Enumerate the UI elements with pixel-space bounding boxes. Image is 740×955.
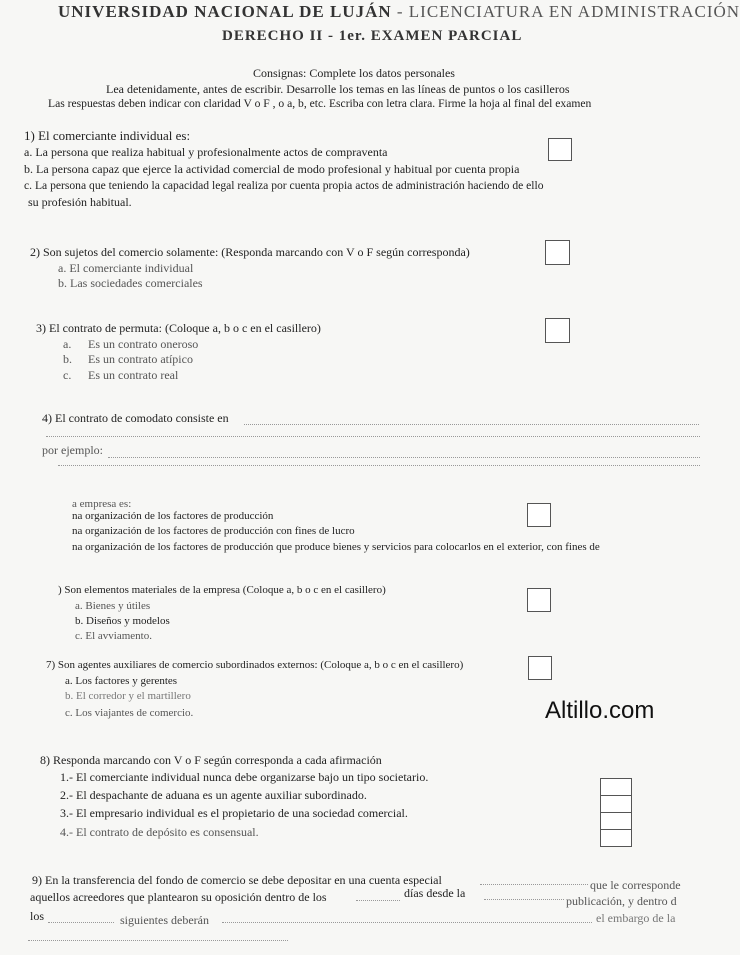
q1-option-b: b. La persona capaz que ejerce la actividad comercial de modo profesional y habitual por cuenta propia (24, 162, 520, 176)
q3-option-a: Es un contrato oneroso (88, 337, 199, 351)
q5-answer-box[interactable] (527, 503, 551, 527)
q5-title: a empresa es: (72, 498, 132, 510)
q9-line2-end: publicación, y dentro d (566, 894, 677, 908)
q9-line1-end: que le corresponde (590, 878, 681, 892)
q9-line1-start: 9) En la transferencia del fondo de comercio se debe depositar en una cuenta especial (32, 873, 442, 887)
q7-answer-box[interactable] (528, 656, 552, 680)
q8-answer-cell-1[interactable] (601, 779, 631, 796)
instructions-line2: Las respuestas deben indicar con claridad V o F , o a, b, etc. Escriba con letra clara. Firme la hoja al final del examen (48, 97, 592, 110)
q9-line3-start: los (30, 909, 45, 923)
q9-line3-mid: siguientes deberán (120, 913, 209, 927)
q7-title: 7) Son agentes auxiliares de comercio subordinados externos: (Coloque a, b o c en el casillero) (46, 659, 464, 671)
q8-statement-4: 4.- El contrato de depósito es consensual. (60, 825, 259, 839)
q4-answer-line-2[interactable] (46, 436, 700, 437)
q1-option-c-cont: su profesión habitual. (28, 195, 132, 209)
q4-example-label: por ejemplo: (42, 443, 103, 457)
q8-statement-1: 1.- El comerciante individual nunca debe organizarse bajo un tipo societario. (60, 770, 429, 784)
q6-title: ) Son elementos materiales de la empresa (Coloque a, b o c en el casillero) (58, 584, 386, 596)
q2-option-b: b. Las sociedades comerciales (58, 276, 203, 290)
q2-title: 2) Son sujetos del comercio solamente: (Responda marcando con V o F según corresponda) (30, 245, 470, 259)
q8-answer-cell-4[interactable] (601, 830, 631, 846)
q1-option-c: c. La persona que teniendo la capacidad legal realiza por cuenta propia actos de administración haciendo de ello (24, 179, 544, 192)
q3-option-b: Es un contrato atípico (88, 352, 193, 366)
q4-example-line-2[interactable] (58, 465, 700, 466)
q4-title: 4) El contrato de comodato consiste en (42, 411, 229, 425)
q9-blank-4[interactable] (48, 922, 114, 923)
q1-answer-box[interactable] (548, 138, 572, 161)
q4-example-line-1[interactable] (108, 457, 700, 458)
q4-answer-line-1[interactable] (244, 424, 699, 425)
q9-blank-2[interactable] (356, 900, 400, 901)
q8-title: 8) Responda marcando con V o F según corresponda a cada afirmación (40, 753, 382, 767)
q3-title: 3) El contrato de permuta: (Coloque a, b o c en el casillero) (36, 321, 321, 335)
q3-letter-b: b. (63, 352, 72, 366)
q3-answer-box[interactable] (545, 318, 570, 343)
q2-answer-box[interactable] (545, 240, 570, 265)
q7-option-a: a. Los factores y gerentes (65, 675, 178, 687)
q7-option-b: b. El corredor y el martillero (65, 690, 191, 702)
q3-letter-a: a. (63, 337, 72, 351)
q8-answer-cell-2[interactable] (601, 796, 631, 813)
q7-option-c: c. Los viajantes de comercio. (65, 707, 194, 719)
q9-blank-5[interactable] (222, 922, 592, 923)
q5-option-b: na organización de los factores de producción con fines de lucro (72, 525, 355, 537)
instructions-title: Consignas: Complete los datos personales (253, 66, 455, 80)
q8-statement-3: 3.- El empresario individual es el propietario de una sociedad comercial. (60, 806, 408, 820)
altillo-watermark: Altillo.com (545, 697, 655, 724)
q9-line2-start: aquellos acreedores que plantearon su oposición dentro de los (30, 890, 327, 904)
q6-option-c: c. El avviamento. (75, 630, 152, 642)
q9-line2-mid: días desde la (404, 886, 466, 900)
q6-answer-box[interactable] (527, 588, 551, 612)
q3-option-c: Es un contrato real (88, 368, 179, 382)
q9-blank-3[interactable] (484, 899, 564, 900)
q9-line3-end: el embargo de la (596, 911, 676, 925)
career-name: - LICENCIATURA EN ADMINISTRACIÓN (391, 2, 740, 21)
q3-letter-c: c. (63, 368, 72, 382)
q9-blank-6[interactable] (28, 940, 288, 941)
q1-option-a: a. La persona que realiza habitual y profesionalmente actos de compraventa (24, 145, 388, 159)
exam-title: DERECHO II - 1er. EXAMEN PARCIAL (222, 28, 523, 44)
q2-option-a: a. El comerciante individual (58, 261, 194, 275)
q1-title: 1) El comerciante individual es: (24, 128, 191, 143)
university-header (58, 2, 740, 22)
q8-answer-cell-3[interactable] (601, 813, 631, 830)
q8-statement-2: 2.- El despachante de aduana es un agente auxiliar subordinado. (60, 788, 367, 802)
q6-option-a: a. Bienes y útiles (75, 600, 151, 612)
instructions-line1: Lea detenidamente, antes de escribir. Desarrolle los temas en las líneas de puntos o los casilleros (106, 82, 570, 96)
university-name: UNIVERSIDAD NACIONAL DE LUJÁN (58, 2, 392, 21)
q9-blank-1[interactable] (480, 884, 588, 885)
q5-option-c: na organización de los factores de producción que produce bienes y servicios para colocarlos en el exterior, con fines de (72, 541, 600, 553)
q6-option-b: b. Diseños y modelos (75, 615, 170, 627)
q5-option-a: na organización de los factores de producción (72, 510, 274, 522)
q8-answer-grid (600, 778, 632, 847)
